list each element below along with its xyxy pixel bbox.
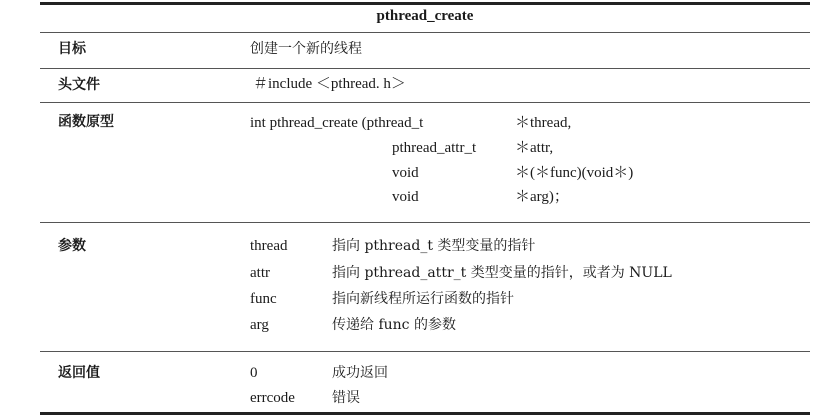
label-header: 头文件 — [58, 77, 100, 93]
row-divider-header — [40, 102, 810, 103]
return-name-0: 0 — [250, 365, 258, 381]
table-bottom-rule — [40, 412, 810, 415]
prototype-type-3: void — [392, 189, 419, 205]
label-params: 参数 — [58, 238, 86, 254]
param-desc-thread: 指向 pthread_t 类型变量的指针 — [332, 238, 536, 254]
value-goal: 创建一个新的线程 — [250, 41, 362, 57]
return-desc-errcode: 错误 — [332, 390, 360, 406]
prototype-param-1: ＊attr, — [515, 140, 554, 156]
table-top-rule — [40, 2, 810, 5]
label-return: 返回值 — [58, 365, 100, 381]
value-header: ＃include ＜pthread. h＞ — [253, 76, 406, 92]
label-prototype: 函数原型 — [58, 114, 114, 130]
param-name-arg: arg — [250, 317, 269, 333]
return-name-errcode: errcode — [250, 390, 295, 406]
prototype-param-0: ＊thread, — [515, 115, 572, 131]
prototype-type-0: int pthread_create (pthread_t — [250, 115, 424, 131]
row-divider-prototype — [40, 222, 810, 223]
prototype-param-2: ＊(＊func)(void＊) — [515, 165, 634, 181]
label-goal: 目标 — [58, 41, 86, 57]
param-desc-attr: 指向 pthread_attr_t 类型变量的指针，或者为 NULL — [332, 265, 672, 281]
row-divider-params — [40, 351, 810, 352]
return-desc-0: 成功返回 — [332, 365, 388, 381]
prototype-type-2: void — [392, 165, 419, 181]
prototype-param-3: ＊arg)； — [515, 189, 569, 205]
param-desc-func: 指向新线程所运行函数的指针 — [332, 291, 514, 307]
prototype-type-1: pthread_attr_t — [392, 140, 477, 156]
param-desc-arg: 传递给 func 的参数 — [332, 317, 456, 333]
row-divider-goal — [40, 68, 810, 69]
param-name-func: func — [250, 291, 277, 307]
param-name-thread: thread — [250, 238, 288, 254]
title-divider — [40, 32, 810, 33]
table-title: pthread_create — [376, 8, 474, 24]
param-name-attr: attr — [250, 265, 270, 281]
